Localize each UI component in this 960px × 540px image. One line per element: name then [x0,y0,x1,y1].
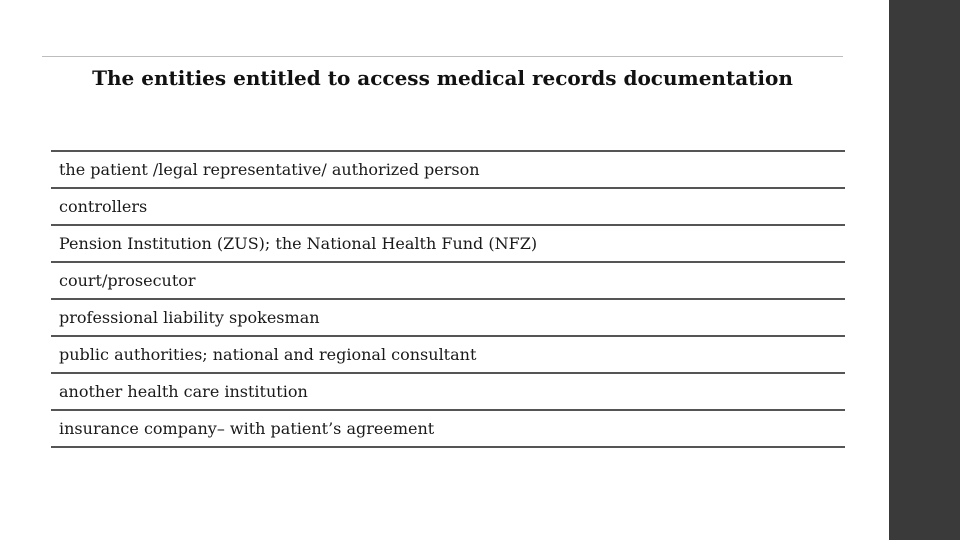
table-cell: controllers [51,188,845,225]
table-row [51,336,845,373]
table-cell: court/prosecutor [51,262,845,299]
table-row [51,373,845,410]
table-cell: insurance company– with patient’s agreement [51,410,845,447]
top-divider [42,56,843,57]
table-row [51,299,845,336]
table-cell: public authorities; national and regional consultant [51,336,845,373]
table-row [51,188,845,225]
side-accent-bar [889,0,960,540]
table-row [51,151,845,188]
table-cell: Pension Institution (ZUS); the National Health Fund (NFZ) [51,225,845,262]
table-row [51,225,845,262]
table-cell: professional liability spokesman [51,299,845,336]
table-row [51,262,845,299]
table-cell: the patient /legal representative/ authorized person [51,151,845,188]
entities-table [51,150,845,448]
slide-title: The entities entitled to access medical records documentation [92,66,793,90]
table-row [51,410,845,447]
table-cell: another health care institution [51,373,845,410]
